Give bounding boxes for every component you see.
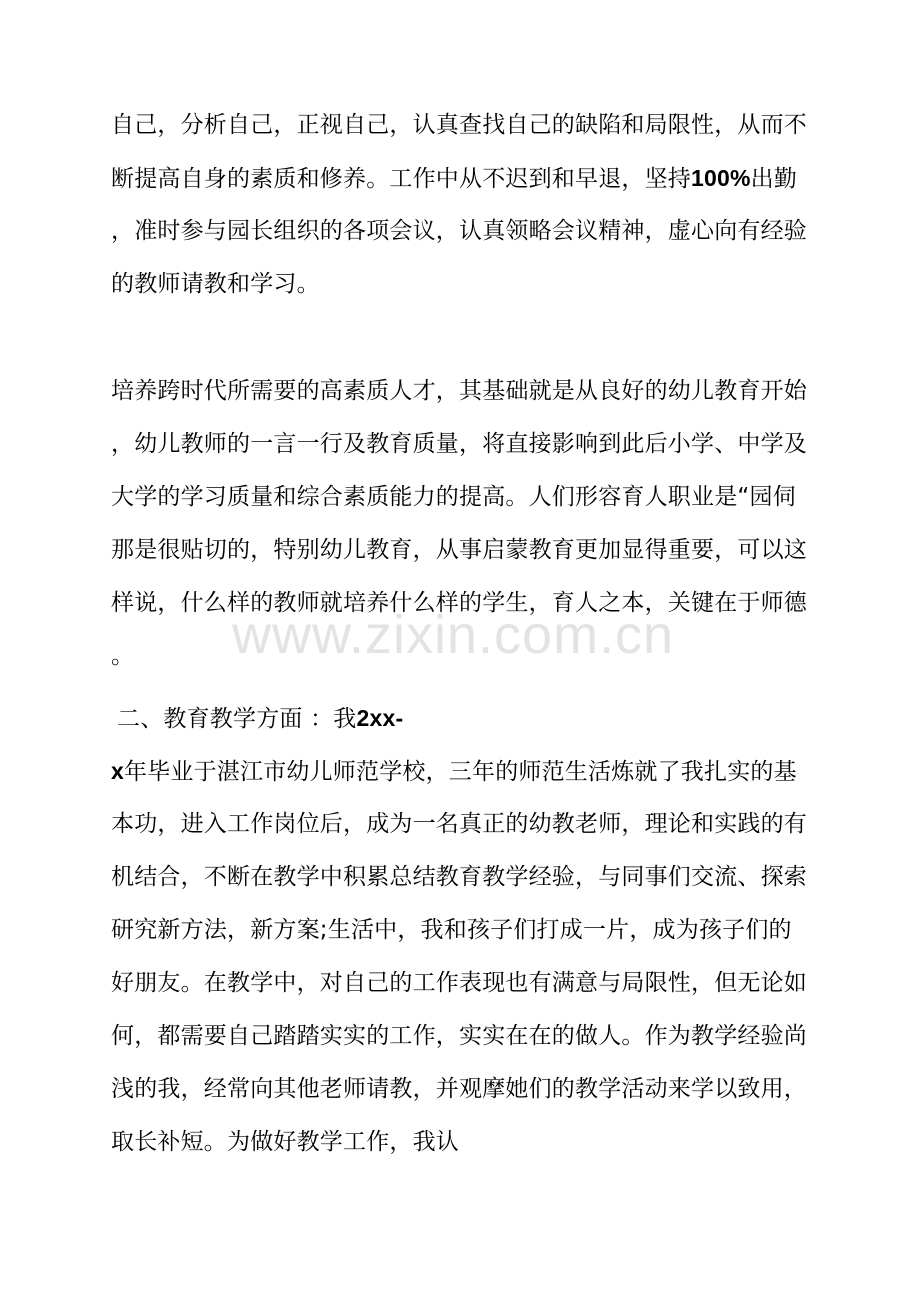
text-line: 培养跨时代所需要的高素质人才，其基础就是从良好的幼儿教育开始 — [111, 378, 807, 404]
text-line: 自己，分析自己，正视自己，认真查找自己的缺陷和局限性，从而不 — [111, 112, 807, 138]
text-line: 大学的学习质量和综合素质能力的提高。人们形容育人职业是“园伺 — [111, 484, 796, 510]
paragraph-education-importance — [111, 365, 811, 683]
text-segment: 断提高自身的素质和修养。工作中从不迟到和早退，坚持 — [111, 166, 691, 192]
text-line: 那是很贴切的，特别幼儿教育，从事启蒙教育更加显得重要，可以这 — [111, 537, 807, 563]
text-line: 取长补短。为做好教学工作，我认 — [111, 1129, 459, 1155]
heading-text: 二、教育教学方面 ：我 — [117, 706, 357, 732]
text-line: 何，都需要自己踏踏实实的工作，实实在在的做人。作为教学经验尚 — [111, 1023, 807, 1049]
year-suffix: x — [111, 758, 124, 784]
watermark: www.zixin.com.cn — [232, 605, 675, 665]
text-line: 研究新方法，新方案;生活中，我和孩子们打成一片，成为孩子们的 — [111, 917, 792, 943]
heading-year: 2xx- — [356, 705, 404, 731]
paragraph-teaching-section — [111, 692, 811, 1169]
attendance-percent: 100% — [691, 165, 751, 191]
text-line: 。 — [111, 643, 135, 669]
text-line: 样说，什么样的教师就培养什么样的学生，育人之本，关键在于师德 — [111, 590, 807, 616]
text-line: 机结合，不断在教学中积累总结教育教学经验，与同事们交流、探索 — [111, 864, 807, 890]
text-line: 的教师请教和学习。 — [111, 271, 320, 297]
text-line: 好朋友。在教学中，对自己的工作表现也有满意与局限性，但无论如 — [111, 970, 807, 996]
text-line — [111, 152, 811, 205]
text-line: ，准时参与园长组织的各项会议，认真领略会议精神，虚心向有经验 — [111, 218, 807, 244]
section-heading — [111, 692, 811, 745]
text-line: ，幼儿教师的一言一行及教育质量，将直接影响到此后小学、中学及 — [111, 431, 807, 457]
text-segment: 出勤 — [750, 166, 798, 192]
text-line — [111, 745, 811, 798]
text-segment: 年毕业于湛江市幼儿师范学校，三年的师范生活炼就了我扎实的基 — [124, 759, 797, 785]
paragraph-self-reflection — [111, 99, 811, 311]
text-line: 浅的我，经常向其他老师请教，并观摩她们的教学活动来学以致用， — [111, 1076, 807, 1102]
text-line: 本功，进入工作岗位后，成为一名真正的幼教老师，理论和实践的有 — [111, 811, 807, 837]
